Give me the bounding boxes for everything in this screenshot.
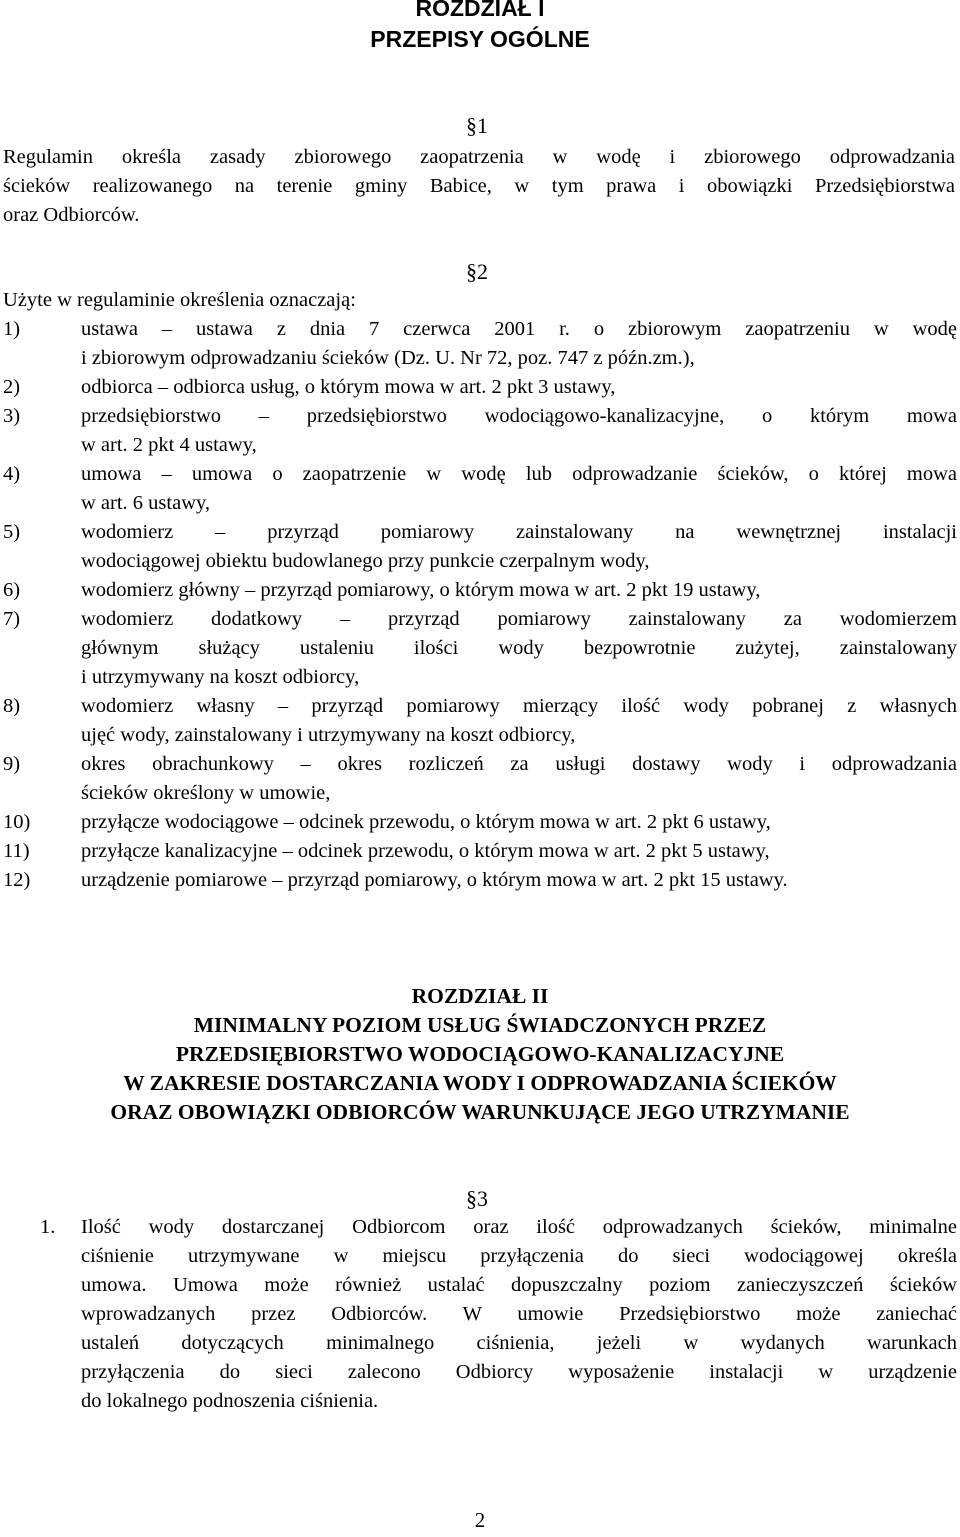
chapter-2-title-line: MINIMALNY POZIOM USŁUG ŚWIADCZONYCH PRZEZ xyxy=(193,1013,767,1037)
section-3-line: umowa. Umowa może również ustalać dopuszczalny poziom zanieczyszczeń ścieków xyxy=(81,1274,957,1296)
definition-text-line: wodomierz własny – przyrząd pomiarowy mierzący ilość wody pobranej z własnych xyxy=(81,695,957,717)
definition-number: 6) xyxy=(3,579,21,601)
definition-text-line: wodomierz – przyrząd pomiarowy zainstalowany na wewnętrznej instalacji xyxy=(81,521,957,543)
chapter-1-label: ROZDZIAŁ I xyxy=(415,0,545,21)
section-3-line: przyłączenia do sieci zalecono Odbiorcy wyposażenie instalacji w urządzenie xyxy=(81,1361,957,1383)
definition-item xyxy=(3,521,955,579)
section-2-intro: Użyte w regulaminie określenia oznaczają: xyxy=(3,289,356,311)
chapter-1-title: PRZEPISY OGÓLNE xyxy=(370,26,590,52)
definition-number: 3) xyxy=(3,405,21,427)
section-3-point-1 xyxy=(3,1216,955,1419)
section-1-line: ścieków realizowanego na terenie gminy Babice, w tym prawa i obowiązki Przedsiębiorstwa xyxy=(3,175,955,197)
definition-text-line: przyłącze kanalizacyjne – odcinek przewodu, o którym mowa w art. 2 pkt 5 ustawy, xyxy=(81,840,770,862)
definition-number: 7) xyxy=(3,608,21,630)
definition-item xyxy=(3,579,955,608)
definition-item xyxy=(3,840,955,869)
definition-text-line: okres obrachunkowy – okres rozliczeń za usługi dostawy wody i odprowadzania xyxy=(81,753,957,775)
section-3-line: ustaleń dotyczących minimalnego ciśnienia, jeżeli w wydanych warunkach xyxy=(81,1332,957,1354)
definition-text-line: urządzenie pomiarowe – przyrząd pomiarowy, o którym mowa w art. 2 pkt 15 ustawy. xyxy=(81,869,788,891)
definition-text-line: głównym służący ustaleniu ilości wody bezpowrotnie zużytej, zainstalowany xyxy=(81,637,957,659)
definition-number: 10) xyxy=(3,811,31,833)
section-3-marker: §3 xyxy=(466,1186,488,1211)
section-1-marker: §1 xyxy=(466,113,488,138)
definition-item xyxy=(3,753,955,811)
section-3-line: ciśnienie utrzymywane w miejscu przyłączenia do sieci wodociągowej określa xyxy=(81,1245,957,1267)
definition-item xyxy=(3,405,955,463)
point-number: 1. xyxy=(40,1216,56,1238)
definition-number: 12) xyxy=(3,869,31,891)
definition-item xyxy=(3,376,955,405)
definition-number: 11) xyxy=(3,840,30,862)
definition-text-line: umowa – umowa o zaopatrzenie w wodę lub odprowadzanie ścieków, o której mowa xyxy=(81,463,957,485)
definition-item xyxy=(3,811,955,840)
definition-text-line: wodomierz główny – przyrząd pomiarowy, o którym mowa w art. 2 pkt 19 ustawy, xyxy=(81,579,761,601)
definition-text-line: w art. 6 ustawy, xyxy=(81,492,211,514)
definition-number: 8) xyxy=(3,695,21,717)
section-1-paragraph xyxy=(3,143,955,230)
definition-item xyxy=(3,695,955,753)
chapter-2-title-line: W ZAKRESIE DOSTARCZANIA WODY I ODPROWADZANIA ŚCIEKÓW xyxy=(123,1071,837,1095)
definition-number: 4) xyxy=(3,463,21,485)
section-1-line: oraz Odbiorców. xyxy=(3,204,140,226)
definition-item xyxy=(3,608,955,695)
definition-text-line: w art. 2 pkt 4 ustawy, xyxy=(81,434,257,456)
definition-number: 2) xyxy=(3,376,21,398)
definition-number: 9) xyxy=(3,753,21,775)
definition-item xyxy=(3,869,955,898)
section-1-line: Regulamin określa zasady zbiorowego zaopatrzenia w wodę i zbiorowego odprowadzania xyxy=(3,146,955,168)
definition-text-line: ujęć wody, zainstalowany i utrzymywany na koszt odbiorcy, xyxy=(81,724,576,746)
definition-item xyxy=(3,318,955,376)
chapter-2-label: ROZDZIAŁ II xyxy=(411,984,549,1008)
definition-item xyxy=(3,463,955,521)
section-3-line: wprowadzanych przez Odbiorców. W umowie Przedsiębiorstwo może zaniechać xyxy=(81,1303,957,1325)
definition-text-line: ustawa – ustawa z dnia 7 czerwca 2001 r. o zbiorowym zaopatrzeniu w wodę xyxy=(81,318,957,340)
section-2-marker: §2 xyxy=(466,259,488,284)
section-3-line: do lokalnego podnoszenia ciśnienia. xyxy=(81,1390,379,1412)
definition-number: 1) xyxy=(3,318,21,340)
definition-text-line: wodociągowej obiektu budowlanego przy punkcie czerpalnym wody, xyxy=(81,550,650,572)
chapter-2-title-line: ORAZ OBOWIĄZKI ODBIORCÓW WARUNKUJĄCE JEGO UTRZYMANIE xyxy=(110,1100,850,1124)
page-number: 2 xyxy=(474,1508,486,1532)
definition-text-line: przedsiębiorstwo – przedsiębiorstwo wodociągowo-kanalizacyjne, o którym mowa xyxy=(81,405,957,427)
chapter-2-title-line: PRZEDSIĘBIORSTWO WODOCIĄGOWO-KANALIZACYJNE xyxy=(175,1042,785,1066)
section-3-line: Ilość wody dostarczanej Odbiorcom oraz ilość odprowadzanych ścieków, minimalne xyxy=(81,1216,957,1238)
definition-number: 5) xyxy=(3,521,21,543)
definition-text-line: przyłącze wodociągowe – odcinek przewodu, o którym mowa w art. 2 pkt 6 ustawy, xyxy=(81,811,771,833)
definition-text-line: i utrzymywany na koszt odbiorcy, xyxy=(81,666,360,688)
definition-text-line: odbiorca – odbiorca usług, o którym mowa w art. 2 pkt 3 ustawy, xyxy=(81,376,616,398)
definition-text-line: wodomierz dodatkowy – przyrząd pomiarowy zainstalowany za wodomierzem xyxy=(81,608,957,630)
definition-text-line: i zbiorowym odprowadzaniu ścieków (Dz. U. Nr 72, poz. 747 z późn.zm.), xyxy=(81,347,695,369)
definition-text-line: ścieków określony w umowie, xyxy=(81,782,331,804)
